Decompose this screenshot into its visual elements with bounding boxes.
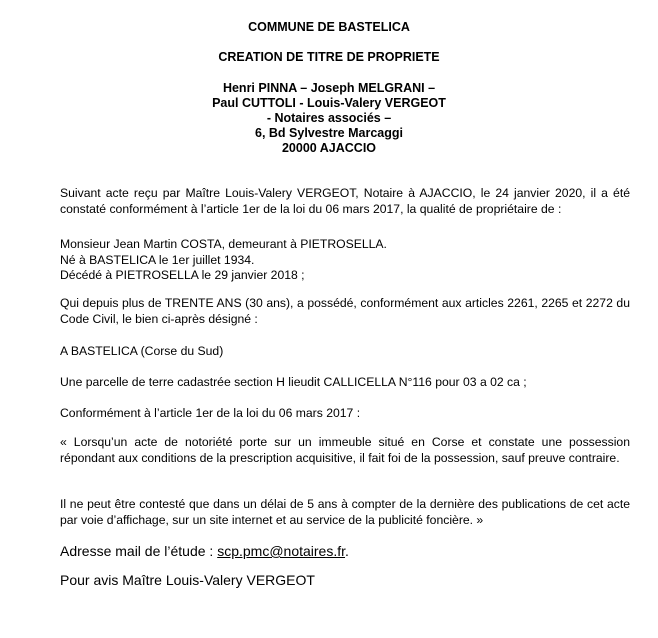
commune-title-text: COMMUNE DE BASTELICA — [248, 20, 410, 34]
mail-label: Adresse mail de l’étude : — [60, 543, 218, 559]
quote-text-1: « Lorsqu’un acte de notoriété porte sur un immeuble situé en Corse et constate une possession répondant aux conditions de la prescription acquisitive, il fait foi de la possession, sauf preuve contraire. — [60, 435, 630, 465]
acte-paragraph — [60, 186, 630, 217]
parcel-text: Une parcelle de terre cadastrée section H lieudit CALLICELLA N°116 pour 03 a 02 ca ; — [60, 375, 527, 389]
possession-paragraph — [60, 296, 630, 327]
owner-line-3: Décédé à PIETROSELLA le 29 janvier 2018 ; — [60, 268, 305, 282]
quote-text-2: Il ne peut être contesté que dans un délai de 5 ans à compter de la dernière des publications de cet acte par voie d’affichage, sur un site internet et au service de la publicité foncière. » — [60, 497, 630, 527]
parcel-paragraph — [60, 375, 630, 391]
notaires-block — [0, 81, 658, 156]
notaires-line-1: Henri PINNA – Joseph MELGRANI – — [222, 81, 436, 95]
document-title-text: CREATION DE TITRE DE PROPRIETE — [218, 50, 440, 64]
owner-line-2: Né à BASTELICA le 1er juillet 1934. — [60, 252, 255, 267]
mail-trailing-period: . — [345, 543, 349, 559]
location-text: A BASTELICA (Corse du Sud) — [60, 344, 224, 358]
law-reference-paragraph — [60, 406, 630, 422]
possession-text: Qui depuis plus de TRENTE ANS (30 ans), a possédé, conformément aux articles 2261, 2265 et 2272 du Code Civil, le bien ci-après désigné : — [60, 296, 630, 326]
address-line-2: 20000 AJACCIO — [281, 141, 377, 155]
quote-paragraph-2 — [60, 497, 630, 528]
commune-title — [0, 20, 658, 35]
acte-text: Suivant acte reçu par Maître Louis-Valery VERGEOT, Notaire à AJACCIO, le 24 janvier 2020, il a été constaté conformément à l’article 1er de la loi du 06 mars 2017, la qualité de propriétaire de : — [60, 186, 630, 216]
mail-link[interactable]: scp.pmc@notaires.fr — [217, 543, 346, 559]
location-paragraph — [60, 344, 630, 360]
document-title — [0, 50, 658, 65]
owner-line-1: Monsieur Jean Martin COSTA, demeurant à PIETROSELLA. — [60, 237, 387, 251]
avis-text: Pour avis Maître Louis-Valery VERGEOT — [60, 572, 315, 588]
notaires-line-3: - Notaires associés – — [266, 111, 392, 125]
address-line-1: 6, Bd Sylvestre Marcaggi — [255, 126, 403, 140]
avis-line — [60, 572, 315, 589]
quote-paragraph-1 — [60, 435, 630, 466]
notaires-line-2: Paul CUTTOLI - Louis-Valery VERGEOT — [212, 96, 446, 110]
mail-line — [60, 543, 349, 560]
owner-paragraph — [60, 237, 630, 284]
law-reference-text: Conformément à l’article 1er de la loi du 06 mars 2017 : — [60, 406, 361, 420]
